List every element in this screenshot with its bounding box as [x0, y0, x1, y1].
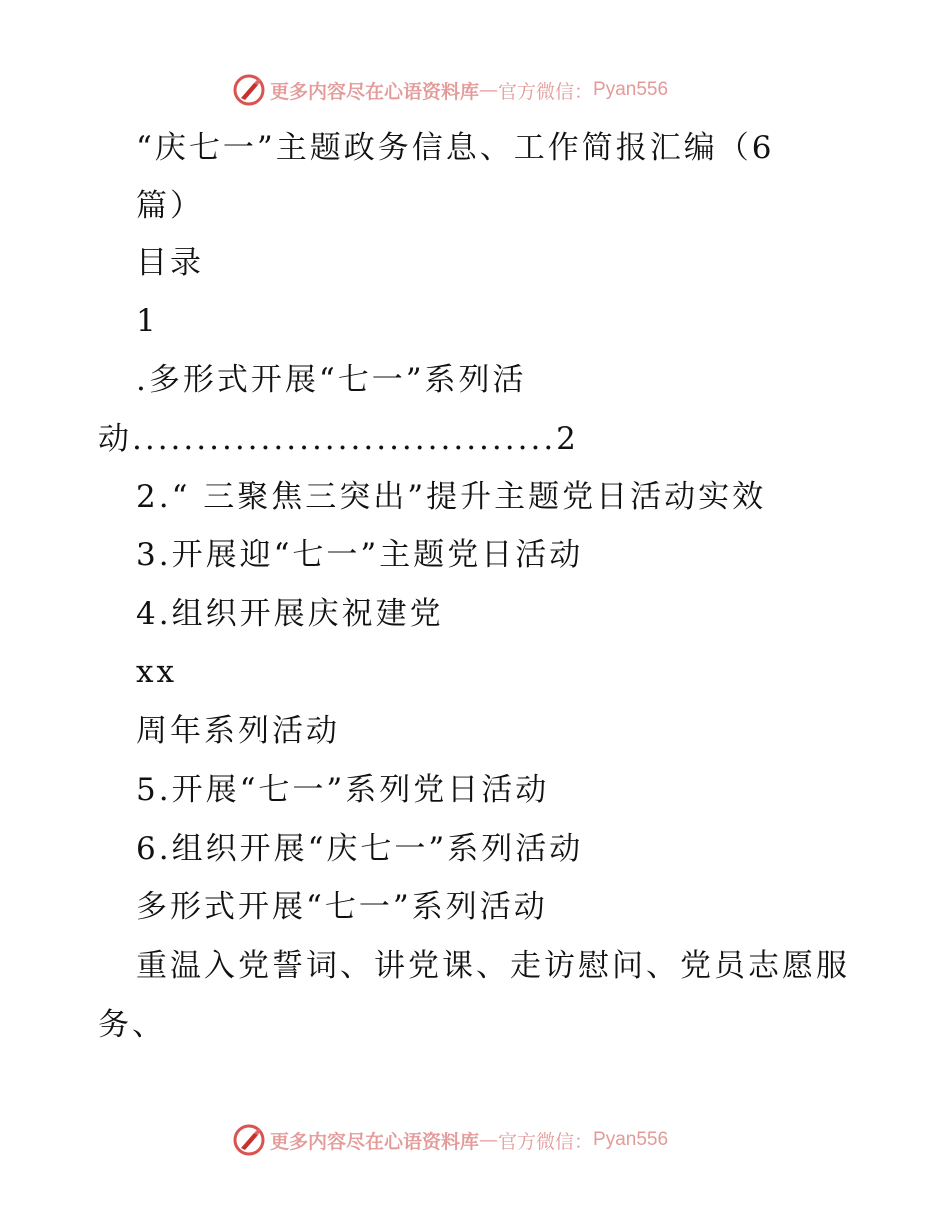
document-title-line2: 篇） — [136, 188, 204, 224]
quill-logo-icon — [232, 1123, 266, 1157]
toc-item-4-line1: 4.组织开展庆祝建党 — [136, 596, 444, 632]
toc-item-1-line2: 动.................................2 — [98, 421, 579, 457]
toc-item-3: 3.开展迎“七一”主题党日活动 — [136, 537, 584, 573]
toc-item-5: 5.开展“七一”系列党日活动 — [136, 772, 550, 808]
watermark-id: Pyan556 — [593, 1129, 669, 1150]
body-text-line2: 务、 — [98, 1007, 166, 1043]
toc-number-1: 1 — [136, 303, 159, 339]
section-title: 多形式开展“七一”系列活动 — [136, 889, 548, 925]
toc-item-4-line2: xx — [136, 654, 177, 690]
toc-heading: 目录 — [136, 245, 204, 281]
watermark-id: Pyan556 — [593, 79, 669, 100]
toc-item-6: 6.组织开展“庆七一”系列活动 — [136, 831, 584, 867]
toc-item-1-line1: .多形式开展“七一”系列活 — [136, 362, 527, 398]
footer-watermark — [232, 1122, 668, 1158]
watermark-sub-text: 官方微信： — [498, 1130, 594, 1153]
watermark-main-text: 更多内容尽在心语资料库 — [270, 1130, 480, 1153]
watermark-main-text: 更多内容尽在心语资料库 — [270, 80, 480, 103]
watermark-dash: — — [479, 79, 499, 101]
watermark-dash: — — [479, 1129, 499, 1151]
watermark-sub-text: 官方微信： — [498, 80, 594, 103]
body-text-line1: 重温入党誓词、讲党课、走访慰问、党员志愿服 — [136, 948, 850, 984]
header-watermark — [232, 72, 668, 108]
toc-item-2: 2.“ 三聚焦三突出”提升主题党日活动实效 — [136, 479, 767, 515]
toc-item-4-line3: 周年系列活动 — [136, 713, 340, 749]
document-title-line1: “庆七一”主题政务信息、工作简报汇编（6 — [136, 130, 775, 166]
quill-logo-icon — [232, 73, 266, 107]
